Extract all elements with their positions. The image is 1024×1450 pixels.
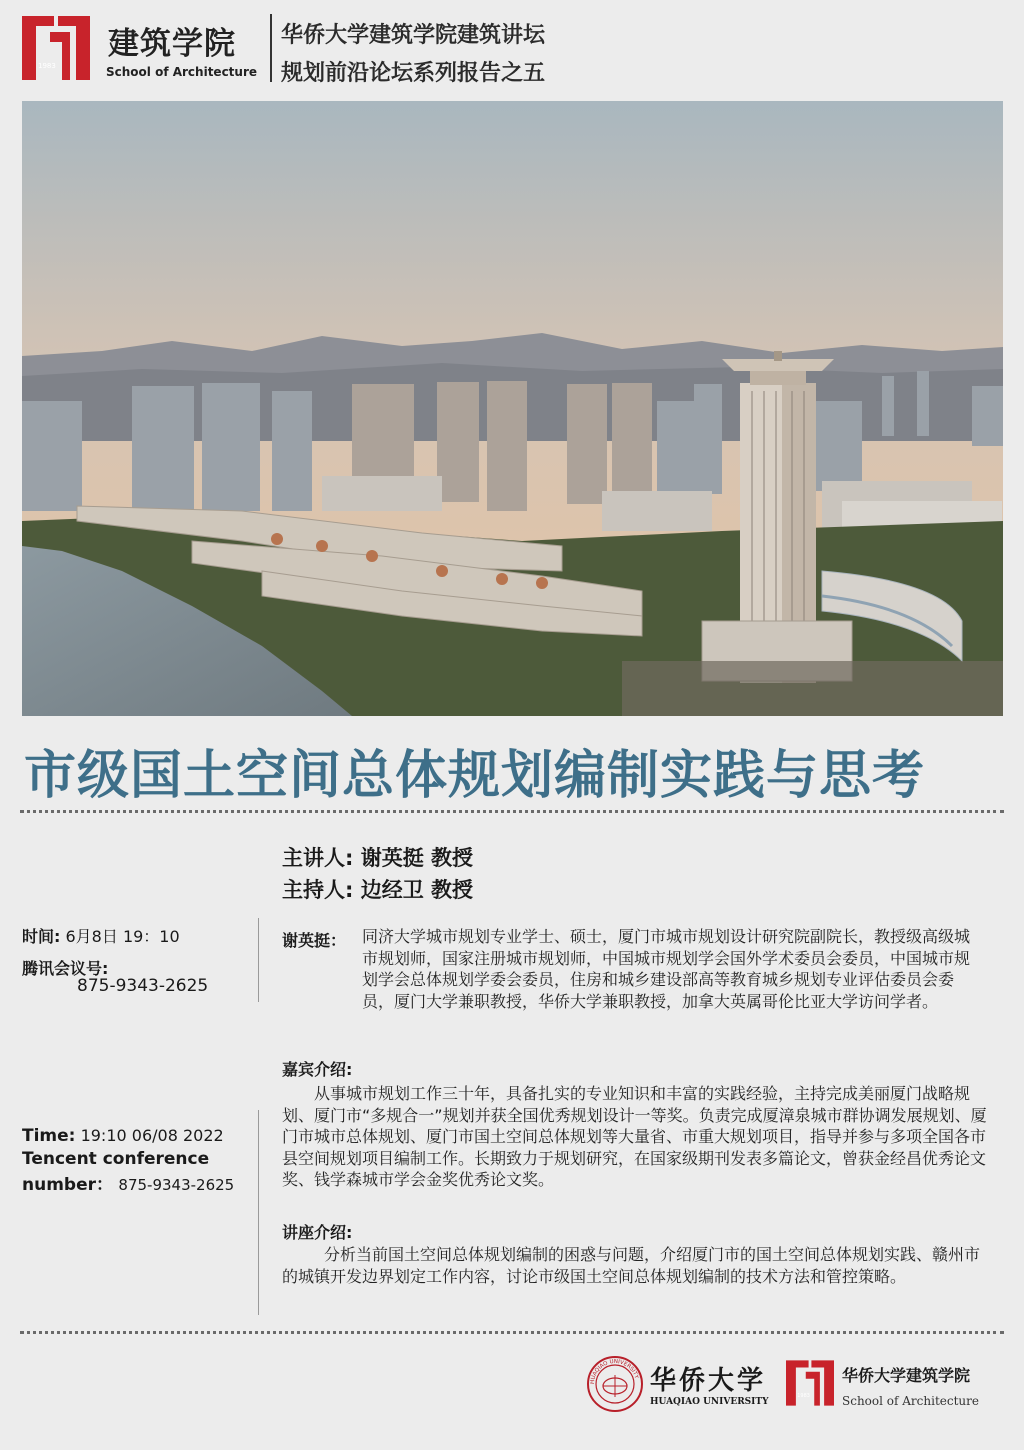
series-title: 华侨大学建筑学院建筑讲坛 <box>281 23 546 48</box>
en-conference-number <box>22 1170 234 1195</box>
lecture-intro-heading: 讲座介绍: <box>282 1223 353 1242</box>
event-time <box>22 924 180 947</box>
en-time-label: Time: <box>22 1126 76 1146</box>
dotted-divider <box>20 810 1004 813</box>
en-conference-label: Tencent conference <box>22 1149 210 1169</box>
series-subtitle: 规划前沿论坛系列报告之五 <box>281 61 546 86</box>
university-seal-icon <box>586 1355 644 1413</box>
svg-text:HUAQIAO UNIVERSITY: HUAQIAO UNIVERSITY <box>589 1358 640 1385</box>
university-name-en: HUAQIAO UNIVERSITY <box>650 1397 769 1407</box>
time-value: 6月8日 19：10 <box>65 927 180 946</box>
meeting-id-value: 875-9343-2625 <box>77 976 209 996</box>
campus-skyline-photo <box>22 101 1003 716</box>
bio-label: 谢英挺： <box>282 931 347 950</box>
school-full-name-cn: 华侨大学建筑学院 <box>842 1366 971 1385</box>
speaker-bio: 同济大学城市规划专业学士、硕士，厦门市城市规划设计研究院副院长，教授级高级城市规划师，国家注册城市规划师，中国城市规划学会国外学术委员会委员，中国城市规划学会总体规划学委会委员，住房和城乡建设部高等教育城乡规划专业评估委员会委员，厦门大学兼职教授，华侨大学兼职教授，加拿大英属哥伦比亚大学访问学者。 <box>362 927 971 1011</box>
column-divider <box>258 1110 259 1315</box>
meeting-id-label: 腾讯会议号: <box>22 959 109 978</box>
dotted-divider <box>20 1331 1004 1334</box>
school-full-name-en: School of Architecture <box>842 1394 979 1408</box>
school-logo-icon <box>786 1360 834 1406</box>
en-conference-number-value: 875-9343-2625 <box>118 1176 235 1194</box>
lecture-intro-text: 分析当前国土空间总体规划编制的困惑与问题，介绍厦门市的国土空间总体规划实践、赣州市的城镇开发边界划定工作内容，讨论市级国土空间总体规划编制的技术方法和管控策略。 <box>282 1245 981 1286</box>
svg-text:1983: 1983 <box>38 62 56 70</box>
school-name-cn: 建筑学院 <box>108 26 236 62</box>
guest-intro-heading: 嘉宾介绍: <box>282 1060 353 1079</box>
school-logo-icon <box>22 16 90 80</box>
time-label: 时间: <box>22 927 61 946</box>
en-conference-number-label: number： <box>22 1175 114 1195</box>
event-time-en <box>22 1126 224 1146</box>
university-name-cn: 华侨大学 <box>650 1366 767 1396</box>
host-line: 主持人: 边经卫 教授 <box>282 878 474 902</box>
guest-intro-text: 从事城市规划工作三十年，具备扎实的专业知识和丰富的实践经验，主持完成美丽厦门战略规划、厦门市“多规合一”规划并获全国优秀规划设计一等奖。负责完成厦漳泉城市群协调发展规划、厦门市城市总体规划、厦门市国土空间总体规划等大量省、市重大规划项目，指导并参与多项全国各市县空间规划项目编制工作。长期致力于规划研究，在国家级期刊发表多篇论文，曾获金经昌优秀论文奖、钱学森城市学会金奖优秀论文奖。 <box>282 1084 987 1189</box>
lecture-title: 市级国土空间总体规划编制实践与思考 <box>24 746 926 806</box>
school-name-en: School of Architecture <box>106 65 258 79</box>
header-divider <box>270 14 272 82</box>
en-time-value: 19:10 06/08 2022 <box>80 1126 224 1145</box>
speaker-line: 主讲人: 谢英挺 教授 <box>282 846 474 870</box>
column-divider <box>258 918 259 1002</box>
svg-text:1983: 1983 <box>797 1393 810 1400</box>
